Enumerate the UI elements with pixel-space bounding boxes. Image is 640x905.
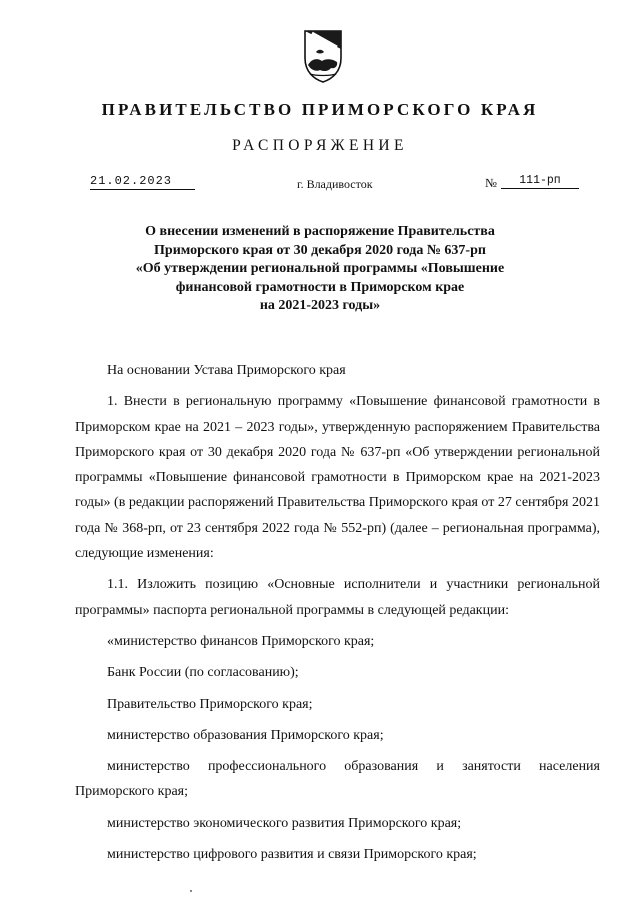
document-type: РАСПОРЯЖЕНИЕ <box>232 137 408 154</box>
document-city: г. Владивосток <box>297 177 373 191</box>
scan-speck <box>190 890 192 892</box>
list-item: министерство образования Приморского края; <box>107 727 384 743</box>
coat-of-arms-icon <box>302 28 344 84</box>
list-item: «министерство финансов Приморского края; <box>107 633 375 649</box>
document-body <box>75 358 600 873</box>
list-item: Банк России (по согласованию); <box>107 665 299 681</box>
document-number: 111-рп <box>501 174 579 189</box>
document-number-label: № <box>485 176 497 190</box>
list-item: министерство экономического развития Приморского края; <box>107 815 462 831</box>
document-heading <box>100 223 540 316</box>
heading-line: «Об утверждении региональной программы «Повышение <box>135 261 505 276</box>
item-1-1-paragraph: 1.1. Изложить позицию «Основные исполнители и участники региональной программы» паспорта региональной программы в следующей редакции: <box>75 577 600 618</box>
document-date: 21.02.2023 <box>90 174 195 190</box>
org-title: ПРАВИТЕЛЬСТВО ПРИМОРСКОГО КРАЯ <box>101 100 539 119</box>
item-1-paragraph: 1. Внести в региональную программу «Повышение финансовой грамотности в Приморском крае на 2021 – 2023 годы», утвержденную распоряжением Правительства Приморского края от 30 декабря 2020 года № 637-рп «Об утверждении региональной программы «Повышение финансовой грамотности в Приморском крае на 2021-2023 годы» (в редакции распоряжений Правительства Приморского края от 27 сентября 2021 года № 368-рп, от 23 сентября 2022 года № 552-рп) (далее – региональная программа), следующие изменения: <box>75 394 600 562</box>
heading-line: Приморского края от 30 декабря 2020 года № 637-рп <box>154 242 486 258</box>
heading-line: на 2021-2023 годы» <box>259 298 381 313</box>
heading-line: финансовой грамотности в Приморском крае <box>175 279 465 295</box>
basis-paragraph: На основании Устава Приморского края <box>107 363 346 378</box>
list-item: Правительство Приморского края; <box>107 696 313 712</box>
heading-line: О внесении изменений в распоряжение Правительства <box>145 224 495 239</box>
list-item: министерство цифрового развития и связи Приморского края; <box>107 847 477 863</box>
list-item: министерство профессионального образования и занятости населения Приморского края; <box>75 759 600 800</box>
